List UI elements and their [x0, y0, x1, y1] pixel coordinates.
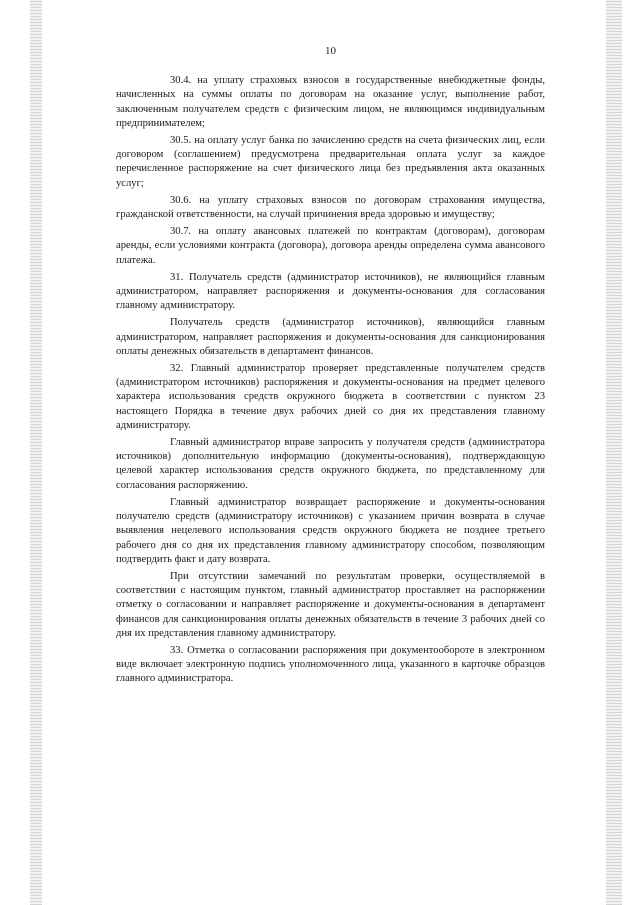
paragraph-33: 33. Отметка о согласовании распоряжения при документообороте в электронном виде включает электронную подпись уполномоченного лица, указанного в карточке образцов главного администратора.: [116, 644, 545, 685]
paragraph-32-return: Главный администратор возвращает распоряжение и документы-основания получателю средств (администратору источников) с указанием причин возврата в случае выявления нецелевого использования средств окружного бюджета не позднее третьего рабочего дня со дня их представления главному администратору способом, позволяющим подтвердить факт и дату возврата.: [116, 496, 545, 565]
paragraph-30-6: 30.6. на уплату страховых взносов по договорам страхования имущества, гражданской ответственности, на случай причинения вреда здоровью и имуществу;: [116, 194, 545, 221]
scan-border-right: [606, 0, 622, 905]
paragraph-30-5: 30.5. на оплату услуг банка по зачислению средств на счета физических лиц, если договором (соглашением) предусмотрена предварительная оплата услуг за каждое перечисленное распоряжение на счет физического лица без предъявления акта оказанных услуг;: [116, 135, 545, 189]
page-number: 10: [325, 45, 336, 57]
paragraph-32-request: Главный администратор вправе запросить у получателя средств (администратора источников) дополнительную информацию (документы-основания), подтверждающую целевой характер использования средств окружного бюджета, по представленному для согласования распоряжению.: [116, 437, 545, 491]
scan-border-left: [30, 0, 42, 905]
document-page: [116, 44, 545, 690]
paragraph-32: 32. Главный администратор проверяет представленные получателем средств (администратором источников) распоряжения и документы-основания на предмет целевого характера использования средств окружного бюджета в соответствии с пунктом 23 настоящего Порядка в течение двух рабочих дней со дня их представления главному администратору.: [116, 363, 545, 431]
paragraph-30-7: 30.7. на оплату авансовых платежей по контрактам (договорам), договорам аренды, если условиями контракта (договора), договора аренды определена сумма авансового платежа.: [116, 226, 545, 266]
paragraph-31: 31. Получатель средств (администратор источников), не являющийся главным администратором, направляет распоряжения и документы-основания для согласования главному администратору.: [116, 271, 545, 312]
paragraph-31-cont: Получатель средств (администратор источников), являющийся главным администратором, направляет распоряжения и документы-основания для санкционирования оплаты денежных обязательств в департамент финансов.: [116, 317, 545, 357]
paragraph-32-approval: При отсутствии замечаний по результатам проверки, осуществляемой в соответствии с настоящим пунктом, главный администратор проставляет на распоряжении отметку о согласовании и направляет распоряжение и документы-основания в департамент финансов для санкционирования оплаты денежных обязательств в течение 3 рабочих дней со дня их представления главному администратору.: [116, 570, 545, 639]
paragraph-30-4: 30.4. на уплату страховых взносов в государственные внебюджетные фонды, начисленных на суммы оплаты по договорам на оказание услуг, выполнение работ, заключенным получателем средств с физическим лицом, не являющимся индивидуальным предпринимателем;: [116, 75, 545, 129]
